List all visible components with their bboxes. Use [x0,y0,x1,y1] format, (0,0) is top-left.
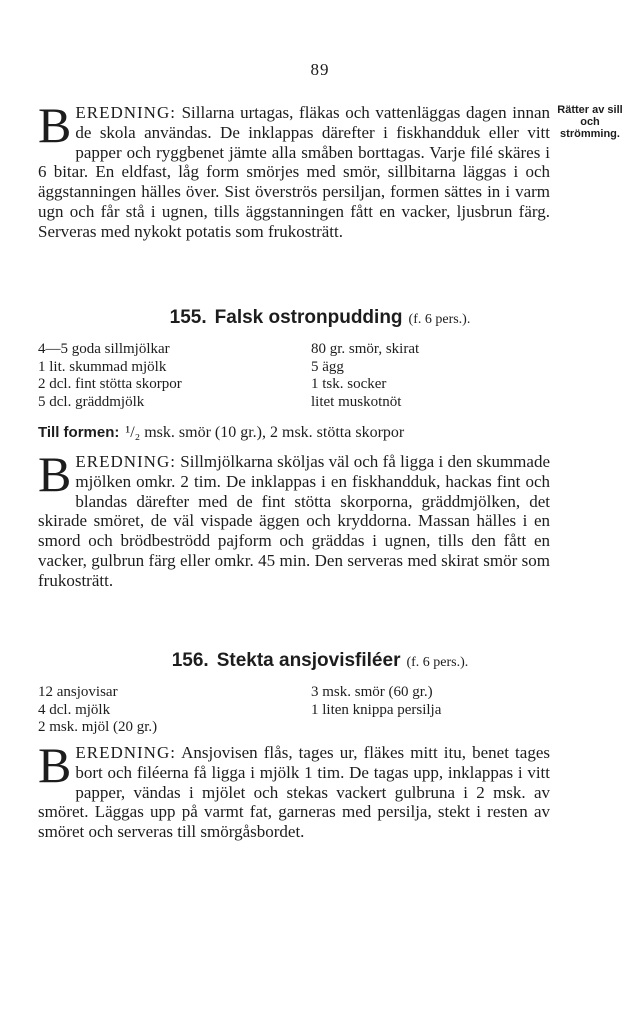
paragraph-lead: EREDNING: [75,743,176,762]
drop-cap: B [38,737,72,793]
ingredient: 1 lit. skummad mjölk [38,358,167,375]
recipe-heading [0,307,640,329]
recipe-number: 155. [169,307,207,328]
margin-note [551,104,629,140]
margin-note-line: Rätter av sill [557,104,623,116]
ingredient: 1 liten knippa persilja [311,701,442,718]
ingredient: 2 dcl. fint stötta skorpor [38,376,182,393]
drop-cap: B [38,97,72,153]
drop-cap: B [38,446,72,502]
margin-note-line: och [580,116,600,128]
method-paragraph [38,446,550,591]
paragraph-lead: EREDNING: [75,452,176,471]
ingredients-left [38,684,157,737]
margin-note-line: strömming. [560,128,620,140]
mould-text: ¹/₂ msk. smör (10 gr.), 2 msk. stötta skorpor [125,424,405,441]
page-number: 89 [310,60,330,79]
ingredient: 2 msk. mjöl (20 gr.) [38,719,158,736]
paragraph-text: Sillmjölkarna sköljas väl och få ligga i den skummade mjölken omkr. 2 tim. De inklappas i en fiskhandduk, hackas fint och blandas därefter med de fint stötta skorporna, gräddmjölken, det skirade smöret, de väl vispade äggen och kryddorna. Massan hälles i en smord och brödbeströdd pajform och gräddas i ugnen, tills den fått en vacker, gulbrun färg eller omkr. 45 min. Den serveras med skirat smör som frukosträtt. [38,452,550,590]
ingredient: 5 dcl. gräddmjölk [38,393,145,410]
ingredient: 5 ägg [311,358,344,375]
ingredient: litet muskotnöt [311,393,402,410]
recipe-title: Stekta ansjovisfiléer [216,650,401,671]
ingredient: 4 dcl. mjölk [38,701,111,718]
ingredient: 1 tsk. socker [311,376,387,393]
ingredient: 3 msk. smör (60 gr.) [311,684,433,700]
ingredient: 12 ansjovisar [38,684,118,700]
ingredient: 80 gr. smör, skirat [311,341,420,357]
ingredients-left [38,341,182,411]
ingredient: 4—5 goda sillmjölkar [38,341,170,357]
intro-paragraph [38,97,550,242]
ingredients-right [311,341,419,411]
recipe-heading [0,650,640,672]
ingredients-right [311,684,441,719]
recipe-serves: (f. 6 pers.). [408,312,471,327]
paragraph-text: Ansjovisen flås, tages ur, fläkes mitt itu, benet tages bort och filéerna få ligga i mjölk 1 tim. De tagas upp, inklappas i vitt papper, vändas i mjölet och stekas vackert gulbruna i 2 msk. av smöret. Läggas upp på varmt fat, garneras med persilja, stekt i resten av smöret och serveras till smörgåsbordet. [38,743,550,842]
method-paragraph [38,737,550,842]
paragraph-lead: EREDNING: [75,103,176,122]
mould-label: Till formen: [38,424,120,441]
recipe-title: Falsk ostronpudding [214,307,403,328]
recipe-serves: (f. 6 pers.). [406,655,469,670]
mould-line [38,424,404,442]
paragraph-text: Sillarna urtagas, fläkas och vattenläggas dagen innan de skola användas. De inklappas därefter i fiskhandduk eller vitt papper och ryggbenet jämte alla småben borttagas. Varje filé skäres i 6 bitar. En eldfast, låg form smörjes med smör, sillbitarna läggas i och äggstanningen hälles över. Sist överströs persiljan, formen sättes in i varm ugn och får stå i ugnen, tills äggstanningen fått en vacker, ljusbrun färg. Serveras med nykokt potatis som frukosträtt. [38,103,550,241]
recipe-number: 156. [171,650,209,671]
